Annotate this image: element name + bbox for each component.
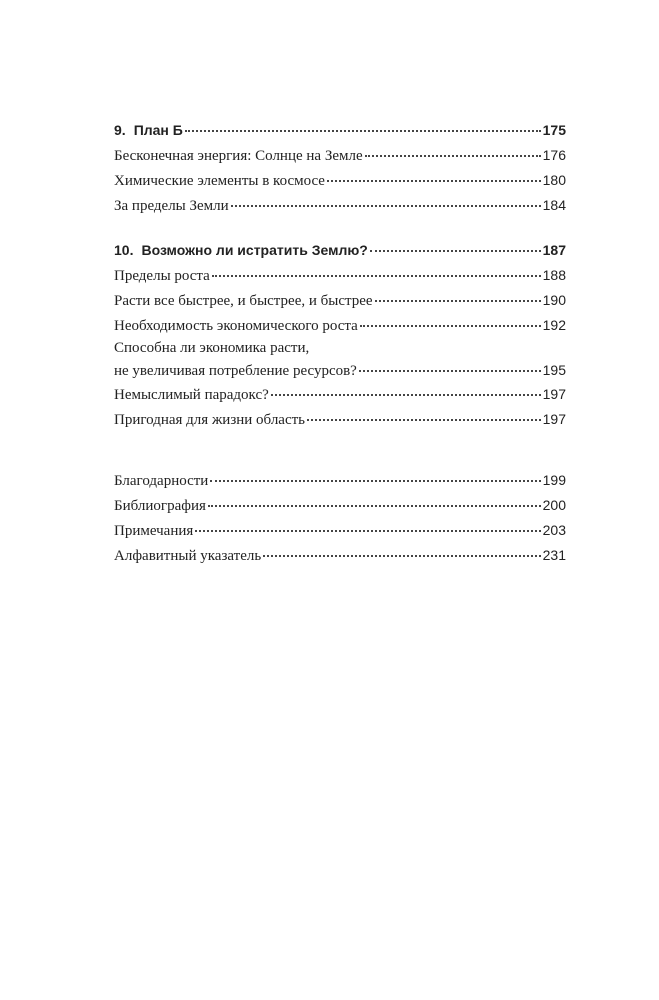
page-number: 203 <box>542 522 566 538</box>
toc-entry[interactable] <box>114 143 566 168</box>
entry-title: Немыслимый парадокс? <box>114 387 269 403</box>
dot-leader <box>195 530 540 532</box>
table-of-contents <box>114 118 566 588</box>
toc-entry[interactable] <box>114 468 566 493</box>
page-number: 176 <box>542 147 566 163</box>
chapter-10-group <box>114 238 566 432</box>
entry-title: Расти все быстрее, и быстрее, и быстрее <box>114 293 373 309</box>
toc-entry[interactable] <box>114 543 566 568</box>
chapter-number: 9. <box>114 122 126 138</box>
entry-title: Необходимость экономического роста <box>114 318 358 334</box>
dot-leader <box>212 275 541 277</box>
page-number: 187 <box>542 242 566 258</box>
entry-title: Алфавитный указатель <box>114 548 262 564</box>
toc-entry[interactable] <box>114 288 566 313</box>
toc-entry[interactable] <box>114 407 566 432</box>
chapter-heading[interactable] <box>114 118 566 143</box>
page-number: 197 <box>542 411 566 427</box>
toc-entry[interactable] <box>114 493 566 518</box>
entry-title: Химические элементы в космосе <box>114 173 325 189</box>
chapter-9-group <box>114 118 566 218</box>
toc-entry[interactable] <box>114 518 566 543</box>
dot-leader <box>263 555 540 557</box>
dot-leader <box>271 394 541 396</box>
toc-entry[interactable] <box>114 168 566 193</box>
page-number: 180 <box>542 172 566 188</box>
chapter-number: 10. <box>114 242 134 258</box>
entry-title: Примечания <box>114 523 194 539</box>
chapter-heading[interactable] <box>114 238 566 263</box>
dot-leader <box>327 180 541 182</box>
entry-title: Пригодная для жизни область <box>114 412 306 428</box>
dot-leader <box>360 325 541 327</box>
toc-entry[interactable] <box>114 263 566 288</box>
page-number: 192 <box>542 317 566 333</box>
page-number: 197 <box>542 386 566 402</box>
page-number: 231 <box>542 547 566 563</box>
dot-leader <box>231 205 541 207</box>
dot-leader <box>359 370 541 372</box>
dot-leader <box>307 419 541 421</box>
dot-leader <box>208 505 541 507</box>
toc-entry[interactable] <box>114 313 566 338</box>
chapter-title: План Б <box>133 122 183 138</box>
entry-title: За пределы Земли <box>114 198 229 214</box>
entry-title-line-1: Способна ли экономика расти, <box>114 340 310 356</box>
chapter-title: Возможно ли истратить Землю? <box>141 242 368 258</box>
back-matter-group <box>114 468 566 568</box>
page-number: 200 <box>542 497 566 513</box>
entry-title: Библиография <box>114 498 206 514</box>
page-number: 195 <box>542 362 566 378</box>
dot-leader <box>210 480 540 482</box>
dot-leader <box>370 250 541 252</box>
dot-leader <box>365 155 541 157</box>
toc-entry[interactable] <box>114 382 566 407</box>
toc-entry[interactable] <box>114 193 566 218</box>
page-number: 188 <box>542 267 566 283</box>
entry-title-line-2: не увеличивая потребление ресурсов? <box>114 363 357 379</box>
page-number: 199 <box>542 472 566 488</box>
page-number: 184 <box>542 197 566 213</box>
toc-entry[interactable] <box>114 338 566 382</box>
page-number: 175 <box>542 122 566 138</box>
entry-title: Бесконечная энергия: Солнце на Земле <box>114 148 363 164</box>
dot-leader <box>185 130 541 132</box>
entry-title: Пределы роста <box>114 268 210 284</box>
dot-leader <box>375 300 541 302</box>
entry-title: Благодарности <box>114 473 209 489</box>
page-number: 190 <box>542 292 566 308</box>
